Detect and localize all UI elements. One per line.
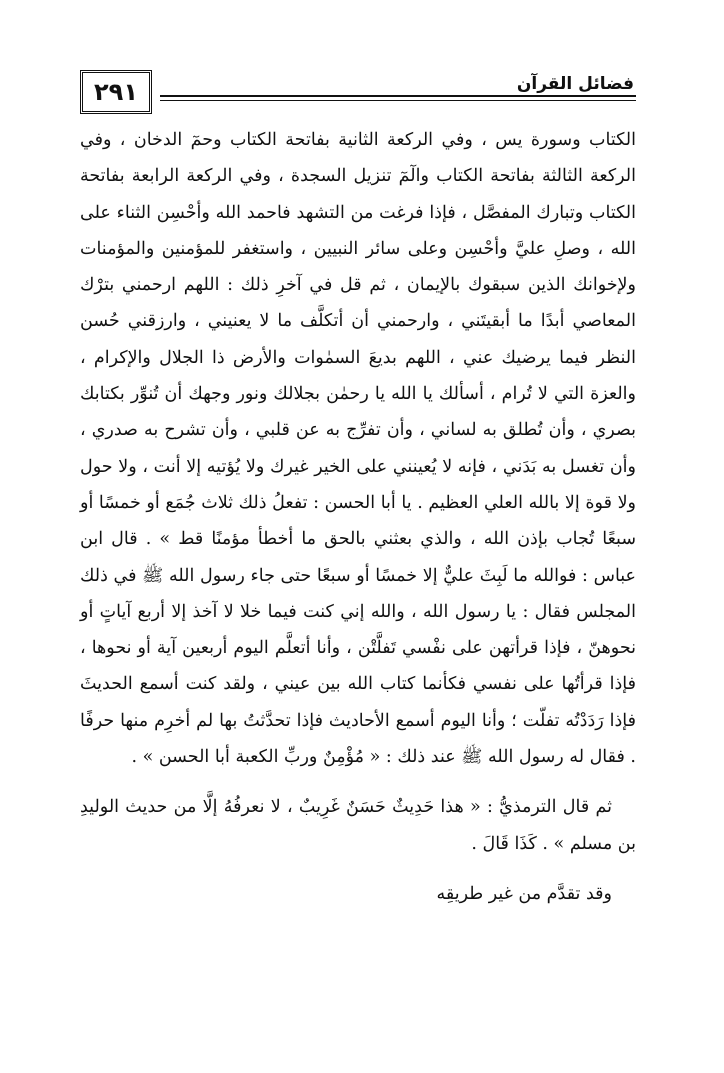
paragraph-3: وقد تقدَّم من غير طريقِه (436, 883, 612, 904)
paragraph-2: ثم قال الترمذيُّ : « هذا حَدِيثٌ حَسَنٌ غَرِيبٌ ، لا نعرفُهُ إلَّا من حديث الوليدِ بن مسلم » . كَذَا قَالَ . (80, 797, 636, 854)
running-title: فضائل القرآن (516, 74, 634, 94)
body-text (80, 122, 636, 912)
page-number: ٢٩١ (80, 70, 152, 114)
paragraph-1: الكتاب وسورة يس ، وفي الركعة الثانية بفاتحة الكتاب وحمٓ الدخان ، وفي الركعة الثالثة بفاتحة الكتاب والٓمٓ تنزيل السجدة ، وفي الركعة الرابعة بفاتحة الكتاب وتبارك المفصَّل ، فإذا فرغت من التشهد فاحمد الله وأحْسِن الثناء على الله ، وصلِ عليَّ وأحْسِن وعلى سائر النبيين ، واستغفر للمؤمنين والمؤمنات ولإخوانك الذين سبقوك بالإيمان ، ثم قل في آخرِ ذلك : اللهم ارحمني بترْك المعاصي أبدًا ما أبقيتَني ، وارحمني أن أتكلَّف ما لا يعنيني ، وارزقني حُسن النظر فيما يرضيك عني ، اللهم بديعَ السمٰوات والأرض ذا الجلال والإكرام ، والعزة التي لا تُرام ، أسألك يا الله يا رحمٰن بجلالك ونور وجهك أن تُنوِّر بكتابك بصري ، وأن تُطلق به لساني ، وأن تفرِّج به عن قلبي ، وأن تشرح به صدري ، وأن تغسل به بَدَني ، فإنه لا يُعينني على الخير غيرك ولا يُؤتيه إلا أنت ، ولا حول ولا قوة إلا بالله العلي العظيم . يا أبا الحسن : تفعلُ ذلك ثلاث جُمَع أو خمسًا أو سبعًا تُجاب بإذن الله ، والذي بعثني بالحق ما أخطأ مؤمنًا قط » . قال ابن عباس : فوالله ما لَبِثَ عليٌّ إلا خمسًا أو سبعًا حتى جاء رسول الله ﷺ في ذلك المجلس فقال : يا رسول الله ، والله إني كنت فيما خلا لا آخذ إلا أربع آياتٍ أو نحوهنّ ، فإذا قرأتهن على نفْسي تَفلَّتْن ، وأنا أتعلَّم اليوم أربعين آية أو نحوها ، فإذا قرأتُها على نفسي فكأنما كتاب الله بين عيني ، ولقد كنت أسمع الحديثَ فإذا رَدَدْتُه تفلّت ؛ وأنا اليوم أسمع الأحاديث فإذا تحدَّثتُ بها لم أخرِم منها حرفًا . فقال له رسول الله ﷺ عند ذلك : « مُؤْمِنٌ وربِّ الكعبة أبا الحسن » . (80, 130, 636, 768)
header-rule (160, 95, 636, 101)
